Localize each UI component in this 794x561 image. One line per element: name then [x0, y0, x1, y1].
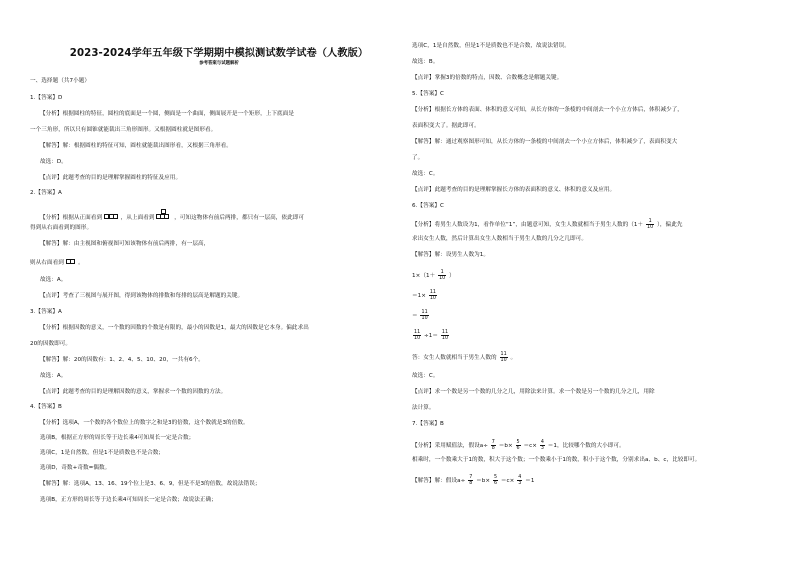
answer-3: 3.【答案】A — [30, 309, 62, 315]
analysis-5-cont: 表面积变大了。据此即可。 — [412, 123, 480, 129]
comment-3: 【点评】此题考查的目的是理解因数的意义，掌握求一个数的因数的方法。 — [40, 389, 227, 395]
solution-7-a: 【解答】解：假设a÷ — [412, 478, 466, 484]
calc-2-a: ＝1× — [412, 293, 426, 299]
analysis-7-d: ＝1，比较哪个数的大小即可。 — [547, 443, 625, 449]
right-view-figure — [67, 259, 76, 266]
answer-6-end: 。 — [510, 355, 517, 361]
analysis-2-text-a: 【分析】根据从正面看到 — [40, 215, 103, 221]
frac-den: 10 — [647, 225, 654, 230]
frac-num: 1 — [438, 270, 446, 276]
calc-line-4 — [412, 330, 450, 341]
solution-1: 【解答】解：根据圆柱的特征可知，圆柱就能裁出图形看，又根据三角形看。 — [40, 143, 232, 149]
analysis-2-cont: 得到从右面看到的图形。 — [30, 225, 93, 231]
answer-5: 5.【答案】C — [412, 91, 444, 97]
fraction-eleven-tenths — [413, 330, 421, 341]
comment-2: 【点评】考查了三视图与展开图，得到该物体的排数和每排的层高是解题的关键。 — [40, 293, 244, 299]
analysis-2 — [40, 209, 304, 223]
analysis-3-cont: 20的因数即可。 — [30, 341, 72, 347]
analysis-4-c: 选项C，1是自然数，但是1不是质数也不是合数； — [40, 450, 165, 456]
frac-den: 10 — [414, 336, 421, 341]
frac-num: 5 — [516, 440, 520, 445]
frac-den: 6 — [516, 446, 520, 451]
right-view-line — [30, 259, 84, 267]
solution-6: 【解答】解：设男生人数为1。 — [412, 252, 489, 258]
frac-den: 8 — [469, 481, 473, 486]
fraction-seven-eighths — [491, 440, 496, 451]
fraction-one-tenth — [438, 270, 446, 281]
analysis-4-b: 选项B，根据正方形的周长等于边长乘4可知周长一定是合数； — [40, 435, 195, 441]
fraction-five-sixths — [516, 440, 521, 451]
frac-den: 10 — [439, 276, 446, 281]
frac-den: 10 — [441, 336, 449, 341]
calc-line-1 — [412, 270, 455, 281]
calc-3-a: ＝ — [412, 313, 418, 319]
page-title: 2023-2024学年五年级下学期期中模拟测试数学试卷（人教版） — [69, 48, 369, 59]
answer-4: 4.【答案】B — [30, 404, 62, 410]
section-heading: 一、选择题（共7小题） — [30, 78, 91, 84]
comment-4: 【点评】掌握3的倍数的特点，因数、合数概念是解题关键。 — [412, 75, 563, 81]
analysis-7-b: ＝b× — [498, 443, 513, 449]
analysis-4: 【分析】选项A，一个数的各个数位上的数字之和是3的倍数，这个数就是3的倍数。 — [40, 420, 249, 426]
solution-5: 【解答】解：通过观察图形可知，从长方体的一条棱的中间剖去一个小立方体后，体积减少了，表面积变大 — [412, 139, 678, 145]
frac-den: 3 — [518, 481, 522, 486]
solution-4-b: 选项B，正方形的周长等于边长乘4可知周长一定是合数；故说法正确； — [40, 497, 217, 503]
frac-den: 8 — [491, 446, 495, 451]
analysis-1-cont: 一个三角形，所以只有圆锥就能裁出三角形图形。又根据圆柱就是图形看。 — [30, 127, 217, 133]
analysis-6 — [412, 219, 682, 230]
frac-num: 11 — [421, 310, 428, 315]
answer-7: 7.【答案】B — [412, 421, 444, 427]
answer-statement-6 — [412, 352, 516, 363]
solution-3: 【解答】解：20的因数有：1、2、4、5、10、20，一共有6个。 — [40, 357, 204, 363]
frac-num: 4 — [540, 440, 544, 445]
frac-num: 4 — [518, 475, 522, 480]
frac-num: 7 — [491, 440, 495, 445]
right-view-text: 则从右面看到 — [30, 260, 64, 266]
comment-1: 【点评】此题考查的目的是理解掌握圆柱的特征及应用。 — [40, 175, 182, 181]
answer-6: 6.【答案】C — [412, 203, 444, 209]
choice-3: 故选：A。 — [40, 373, 67, 379]
calc-1-b: ） — [449, 273, 455, 279]
calc-4-a: ÷1＝ — [424, 333, 439, 339]
fraction-four-thirds — [540, 440, 545, 451]
frac-num: 11 — [429, 290, 437, 295]
frac-num: 1 — [646, 219, 654, 225]
analysis-2-text-b: ，从上面看到 — [120, 215, 155, 221]
frac-num: 7 — [469, 475, 473, 480]
frac-num: 11 — [441, 330, 449, 335]
comment-6: 【点评】求一个数是另一个数的几分之几，用除法来计算。求一个数是另一个数的几分之几，用除 — [412, 389, 655, 395]
frac-den: 10 — [429, 296, 437, 301]
analysis-6-text-b: ），偏此先 — [657, 222, 683, 228]
frac-den: 10 — [500, 358, 507, 363]
analysis-7-c: ＝c× — [523, 443, 537, 449]
solution-7-b: ＝b× — [476, 478, 491, 484]
page-subtitle: 参考答案与试题解析 — [199, 61, 239, 66]
analysis-7 — [412, 440, 625, 451]
top-view-figure — [156, 209, 172, 223]
calc-1-a: 1×（1＋ — [412, 273, 436, 279]
choice-4: 故选：B。 — [412, 59, 439, 65]
fraction-eleven-tenths — [429, 290, 437, 301]
solution-4: 【解答】解：选项A，13、16、19个位上是3、6、9，但是不是3的倍数，故说法错误； — [40, 481, 261, 487]
analysis-4-d: 选项D，奇数+奇数=偶数。 — [40, 465, 111, 471]
fraction-four-thirds — [517, 475, 522, 486]
solution-7-d: ＝1 — [525, 478, 535, 484]
choice-1: 故选：D。 — [40, 159, 67, 165]
comment-5: 【点评】此题考查的目的是理解掌握长方体的表面积的意义、体积的意义及应用。 — [412, 187, 616, 193]
analysis-5: 【分析】根据长方体的表面、体积的意义可知，从长方体的一条棱的中间剖去一个小立方体后，体积减少了， — [412, 107, 683, 113]
answer-6-text: 答：女生人数就相当于男生人数的 — [412, 355, 497, 361]
solution-7-c: ＝c× — [500, 478, 515, 484]
front-view-figure — [105, 214, 118, 221]
comment-6-cont: 法计算。 — [412, 405, 435, 411]
analysis-6-cont: 求出女生人数，然后计算出女生人数相当于男生人数的几分之几即可。 — [412, 236, 587, 242]
answer-2: 2.【答案】A — [30, 190, 62, 196]
analysis-1: 【分析】根据圆柱的特征，圆柱的底面是一个圆，侧面是一个曲面，侧面展开是一个矩形，上下底面是 — [40, 111, 294, 117]
frac-num: 11 — [500, 352, 507, 357]
frac-den: 3 — [540, 446, 544, 451]
answer-1: 1.【答案】D — [30, 95, 63, 101]
frac-num: 11 — [414, 330, 421, 335]
frac-num: 5 — [493, 475, 498, 480]
fraction-eleven-tenths — [500, 352, 508, 363]
fraction-five-sixths — [493, 475, 498, 486]
solution-4-c: 选项C，1是自然数，但是1不是质数也不是合数，故说法错误。 — [412, 43, 570, 49]
solution-2: 【解答】解：由主视图和俯视图可知该物体有前后两排，有一层高， — [40, 241, 210, 247]
fraction-eleven-tenths — [441, 330, 449, 341]
frac-den: 6 — [493, 481, 498, 486]
frac-den: 10 — [421, 316, 428, 321]
fraction-one-tenth — [646, 219, 654, 230]
analysis-3: 【分析】根据因数的意义，一个数的因数的个数是有限的，最小的因数是1，最大的因数是它本身。偏此求出 — [40, 325, 309, 331]
choice-6: 故选：C。 — [412, 373, 439, 379]
analysis-2-text-c: ，可知这物体有前后两排，都只有一层高，依此即可 — [174, 215, 305, 221]
solution-5-cont: 了。 — [412, 155, 424, 161]
fraction-eleven-tenths — [420, 310, 428, 321]
fraction-seven-eighths — [468, 475, 473, 486]
analysis-7-a: 【分析】采用赋值法，假设a÷ — [412, 443, 488, 449]
choice-2: 故选：A。 — [40, 277, 67, 283]
analysis-7-cont: 相乘时，一个数乘大于1的数，积大于这个数；一个数乘小于1的数，积小于这个数，分别求出a、b、c，比较即可。 — [412, 457, 701, 463]
analysis-6-text-a: 【分析】将男生人数设为1，看作单位“1”，由题意可知，女生人数就相当于男生人数的（1＋ — [412, 222, 644, 228]
solution-7 — [412, 475, 534, 486]
calc-line-2 — [412, 290, 438, 301]
calc-line-3 — [412, 310, 430, 321]
right-view-end: 。 — [78, 260, 84, 266]
choice-5: 故选：C。 — [412, 171, 439, 177]
